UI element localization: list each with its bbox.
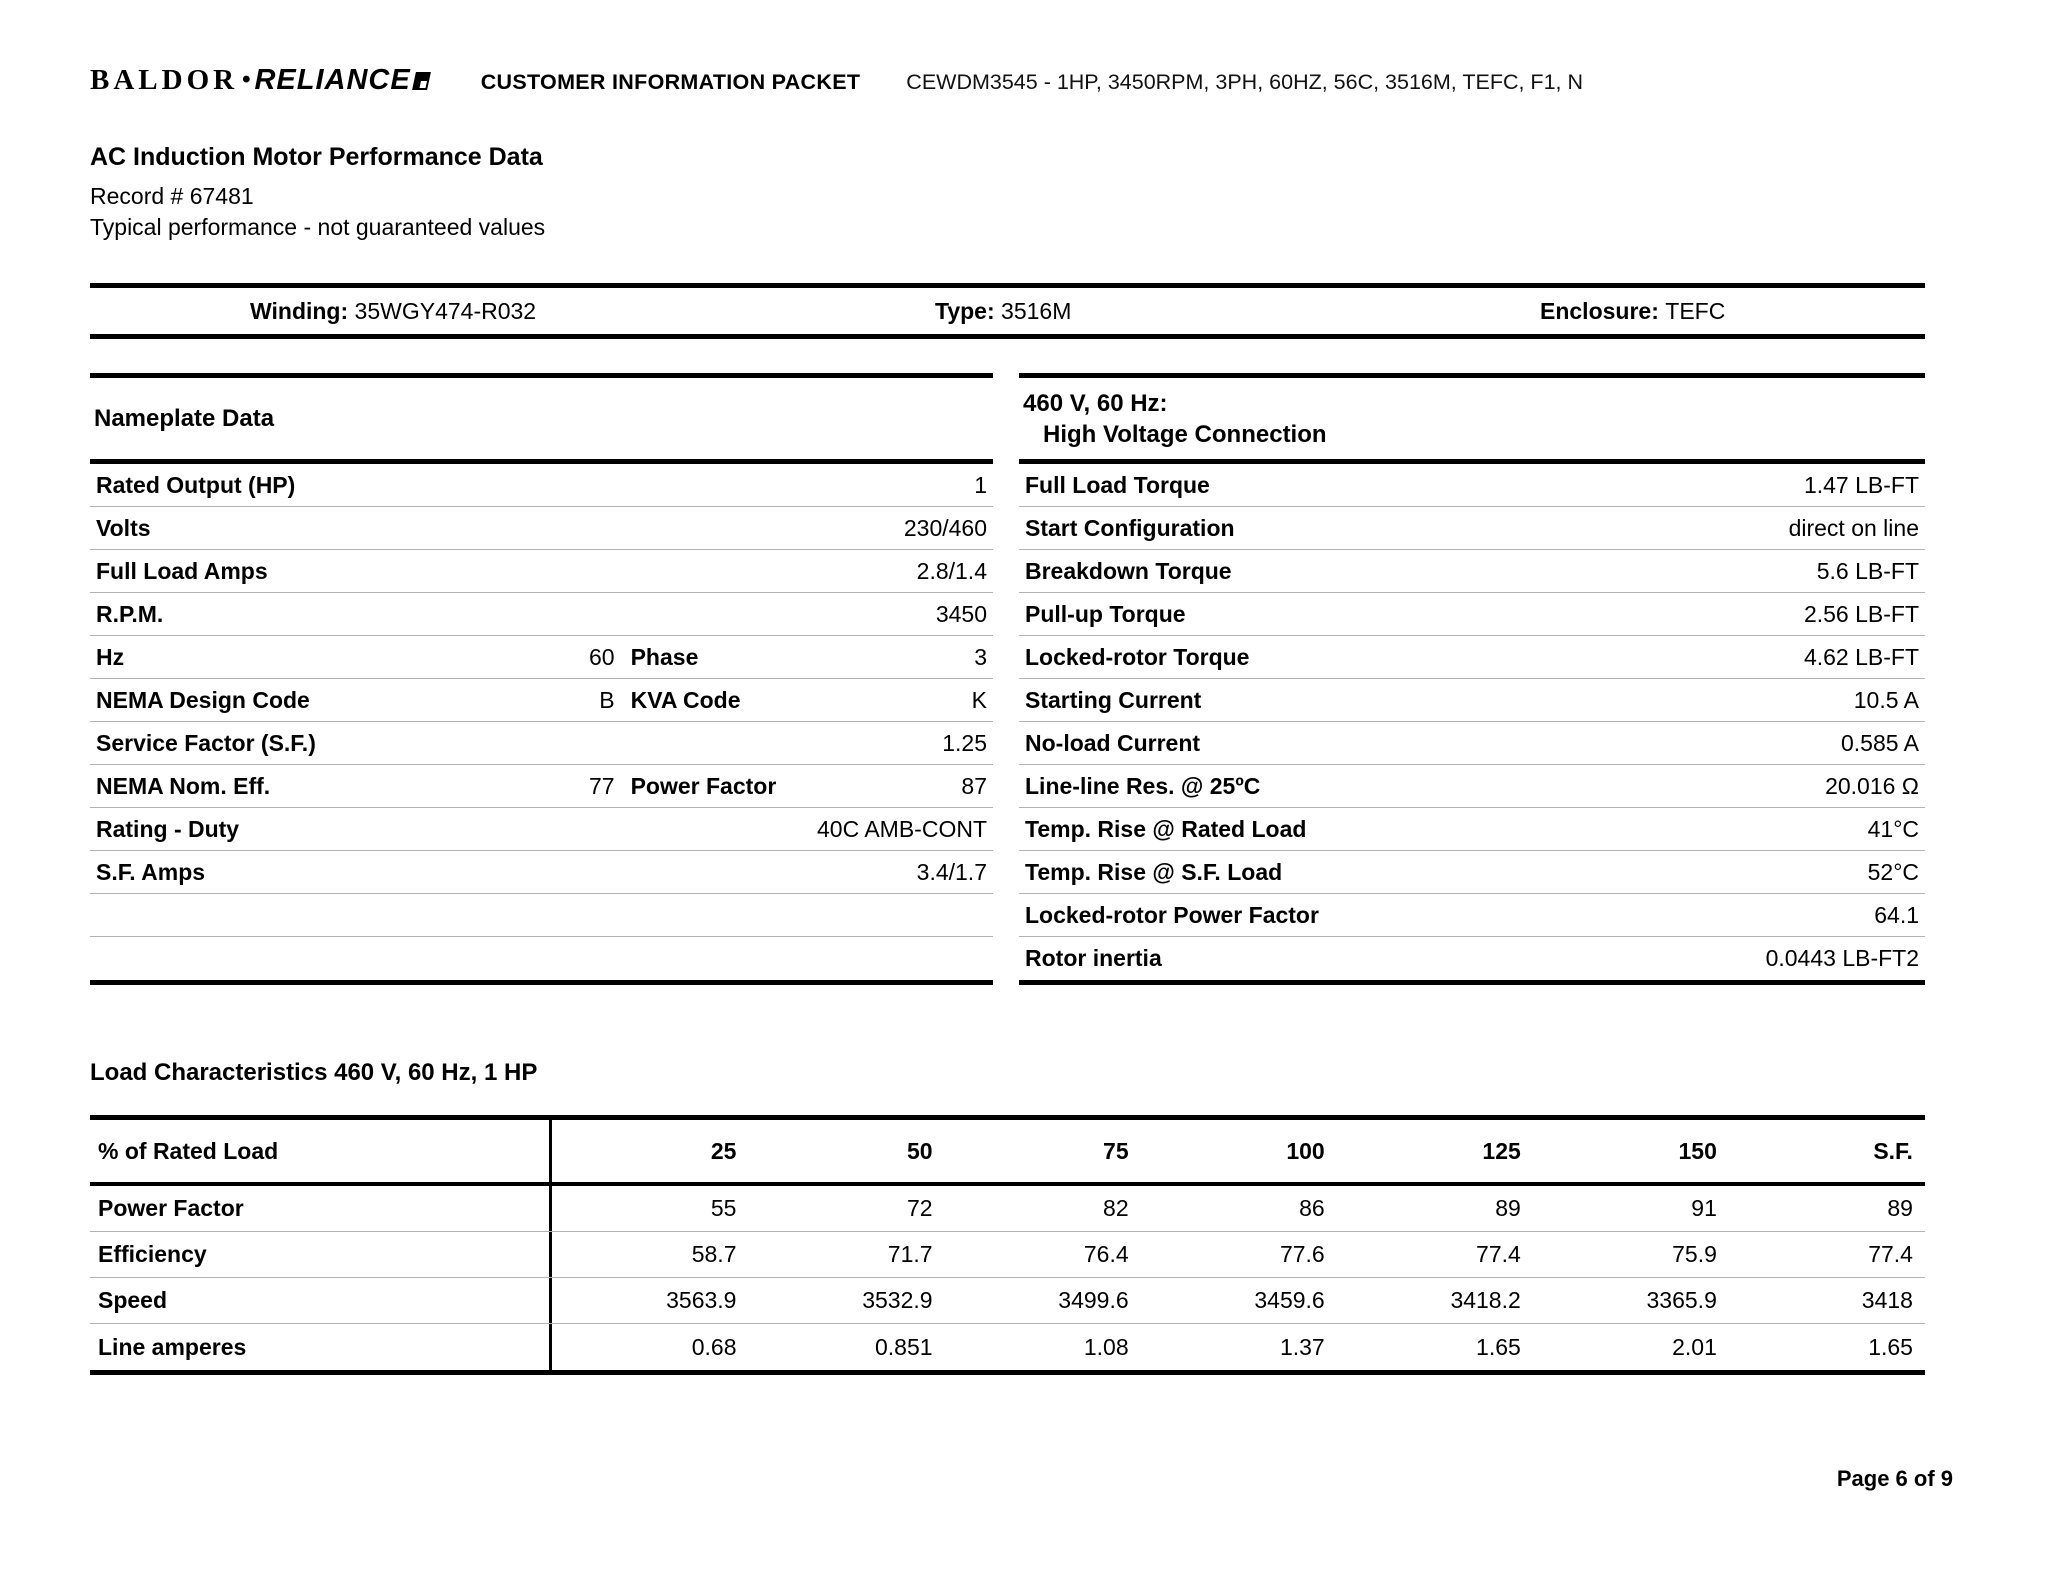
cell-value: 3563.9 [666,1287,737,1313]
doc-title: CUSTOMER INFORMATION PACKET [480,70,861,94]
winding-cell [250,298,935,325]
nameplate-heading-text: Nameplate Data [94,405,275,432]
row-label: NEMA Design Code [96,686,310,713]
cell-value: 3365.9 [1646,1287,1717,1313]
row-label: Temp. Rise @ S.F. Load [1025,858,1283,885]
load-table-header-row [90,1120,1925,1186]
row-label: Full Load Torque [1025,471,1210,498]
model-spec-line: CEWDM3545 - 1HP, 3450RPM, 3PH, 60HZ, 56C, 3516M, TEFC, F1, N [906,70,1584,94]
record-number: Record # 67481 [90,183,254,209]
table-row [90,1278,1925,1324]
cell-value: 3499.6 [1058,1287,1129,1313]
row-label: Line amperes [90,1324,552,1370]
cell-value: 86 [1299,1195,1325,1221]
cell-value: 1.65 [1476,1333,1521,1360]
data-panels [90,373,1925,985]
row-label: NEMA Nom. Eff. [96,772,271,799]
row-mid-label: Phase [630,643,699,670]
row-label: Locked-rotor Power Factor [1025,901,1319,928]
row-mid-label: KVA Code [630,686,741,713]
cell-value: 1.37 [1279,1333,1325,1360]
cell-value: 1.65 [1868,1333,1913,1360]
row-label: Rating - Duty [96,815,240,842]
table-row [1019,808,1925,851]
column-header: 25 [710,1137,737,1164]
baldor-reliance-logo [90,64,429,97]
table-row [90,1186,1925,1232]
cell-value: 75.9 [1672,1241,1717,1267]
row-value: 10.5 A [1853,686,1919,713]
title-block [90,143,1925,243]
enclosure-cell [1540,298,1925,325]
table-row [1019,937,1925,980]
table-row [1019,464,1925,507]
table-row [90,808,993,851]
table-row [90,765,993,808]
row-label: Power Factor [90,1186,552,1231]
winding-type-enclosure-bar [90,283,1925,339]
table-row [90,464,993,507]
column-header: % of Rated Load [90,1120,552,1182]
row-value: 1.47 LB-FT [1803,471,1919,498]
cell-value: 91 [1691,1195,1717,1221]
table-row-empty [90,894,993,937]
hv-heading-line1: 460 V, 60 Hz: [1023,389,1168,417]
cell-value: 89 [1887,1195,1913,1221]
table-row [1019,636,1925,679]
column-header: S.F. [1873,1137,1913,1164]
table-row [90,1324,1925,1370]
table-row [1019,507,1925,550]
reliance-trademark-icon [412,72,431,90]
table-row [1019,894,1925,937]
cell-value: 77.4 [1476,1241,1521,1267]
cell-value: 3418 [1861,1287,1913,1313]
table-row [1019,550,1925,593]
column-header: 75 [1103,1137,1129,1164]
row-label: Locked-rotor Torque [1025,643,1250,670]
row-value: 20.016 Ω [1825,772,1919,799]
high-voltage-heading [1019,378,1925,464]
row-label: Service Factor (S.F.) [96,729,316,756]
row-mid-value: 60 [589,643,615,670]
row-label: Volts [96,514,151,541]
logo-dot-separator: • [242,66,251,93]
enclosure-value: TEFC [1665,297,1726,324]
row-label: Pull-up Torque [1025,600,1186,627]
cell-value: 3532.9 [862,1287,933,1313]
row-label: Speed [90,1278,552,1323]
row-value: 52°C [1867,858,1919,885]
table-row [90,851,993,894]
row-value: 41°C [1867,815,1919,842]
table-row [90,550,993,593]
row-value: 64.1 [1874,901,1919,928]
cell-value: 0.68 [691,1333,737,1360]
cell-value: 82 [1103,1195,1129,1221]
cell-value: 77.6 [1279,1241,1325,1267]
cell-value: 3459.6 [1254,1287,1325,1313]
nameplate-panel [90,373,993,985]
nameplate-heading [90,378,993,464]
table-row [90,679,993,722]
row-label: Start Configuration [1025,514,1235,541]
page-number: Page 6 of 9 [1836,1466,1953,1491]
table-row [90,636,993,679]
table-row [1019,679,1925,722]
row-value: 3450 [935,600,987,627]
row-value: 40C AMB-CONT [817,815,987,842]
row-value: 3.4/1.7 [916,858,987,885]
page-content [90,0,1925,1375]
row-label: S.F. Amps [96,858,206,885]
row-label: Temp. Rise @ Rated Load [1025,815,1307,842]
table-row [1019,765,1925,808]
cell-value: 72 [906,1195,933,1221]
row-value: K [971,686,987,713]
column-header: 150 [1678,1137,1717,1164]
row-mid-value: 77 [589,772,615,799]
cell-value: 3418.2 [1450,1287,1521,1313]
row-value: 4.62 LB-FT [1803,643,1919,670]
load-characteristics-table [90,1115,1925,1375]
hv-heading-line2: High Voltage Connection [1043,420,1327,448]
row-label: Starting Current [1025,686,1202,713]
logo-reliance-text: RELIANCE [254,64,411,96]
cell-value: 1.08 [1083,1333,1129,1360]
row-value: 3 [974,643,987,670]
row-label: Efficiency [90,1232,552,1277]
table-row [90,507,993,550]
row-value: direct on line [1788,514,1919,541]
row-value: 0.0443 LB-FT2 [1765,945,1919,971]
performance-note: Typical performance - not guaranteed values [90,214,546,240]
column-header: 125 [1482,1137,1521,1164]
row-label: Full Load Amps [96,557,268,584]
cell-value: 0.851 [875,1333,933,1360]
row-value: 1.25 [942,729,987,756]
row-value: 2.8/1.4 [916,557,987,584]
row-value: 5.6 LB-FT [1816,557,1919,584]
table-row [90,1232,1925,1278]
row-label: Breakdown Torque [1025,557,1232,584]
table-row [90,593,993,636]
table-row-empty [90,937,993,980]
row-label: Rotor inertia [1025,945,1162,971]
column-header: 100 [1286,1137,1325,1164]
cell-value: 89 [1495,1195,1521,1221]
row-label: No-load Current [1025,729,1201,756]
cell-value: 58.7 [691,1241,737,1267]
logo-baldor-text: BALDOR [90,64,239,96]
winding-label: Winding: [250,297,349,324]
row-label: Line-line Res. @ 25ºC [1025,772,1261,799]
load-characteristics-heading: Load Characteristics 460 V, 60 Hz, 1 HP [90,1059,538,1086]
type-label: Type: [935,297,995,324]
type-value: 3516M [1001,297,1072,324]
type-cell [935,298,1540,325]
row-value: 0.585 A [1840,729,1919,756]
row-label: R.P.M. [96,600,164,627]
column-header: 50 [906,1137,933,1164]
page-header [90,64,1925,97]
cell-value: 2.01 [1672,1333,1717,1360]
row-label: Hz [96,643,125,670]
cell-value: 77.4 [1868,1241,1913,1267]
cell-value: 71.7 [887,1241,933,1267]
row-value: 2.56 LB-FT [1803,600,1919,627]
high-voltage-panel [1019,373,1925,985]
winding-value: 35WGY474-R032 [354,297,537,324]
page-title: AC Induction Motor Performance Data [90,143,543,171]
row-value: 1 [974,471,987,498]
table-row [1019,851,1925,894]
row-value: 87 [961,772,987,799]
table-row [1019,593,1925,636]
cell-value: 55 [710,1195,737,1221]
row-mid-label: Power Factor [630,772,777,799]
enclosure-label: Enclosure: [1540,297,1659,324]
table-row [1019,722,1925,765]
row-value: 230/460 [903,514,987,541]
row-mid-value: B [599,686,615,713]
row-label: Rated Output (HP) [96,471,296,498]
table-row [90,722,993,765]
cell-value: 76.4 [1083,1241,1129,1267]
